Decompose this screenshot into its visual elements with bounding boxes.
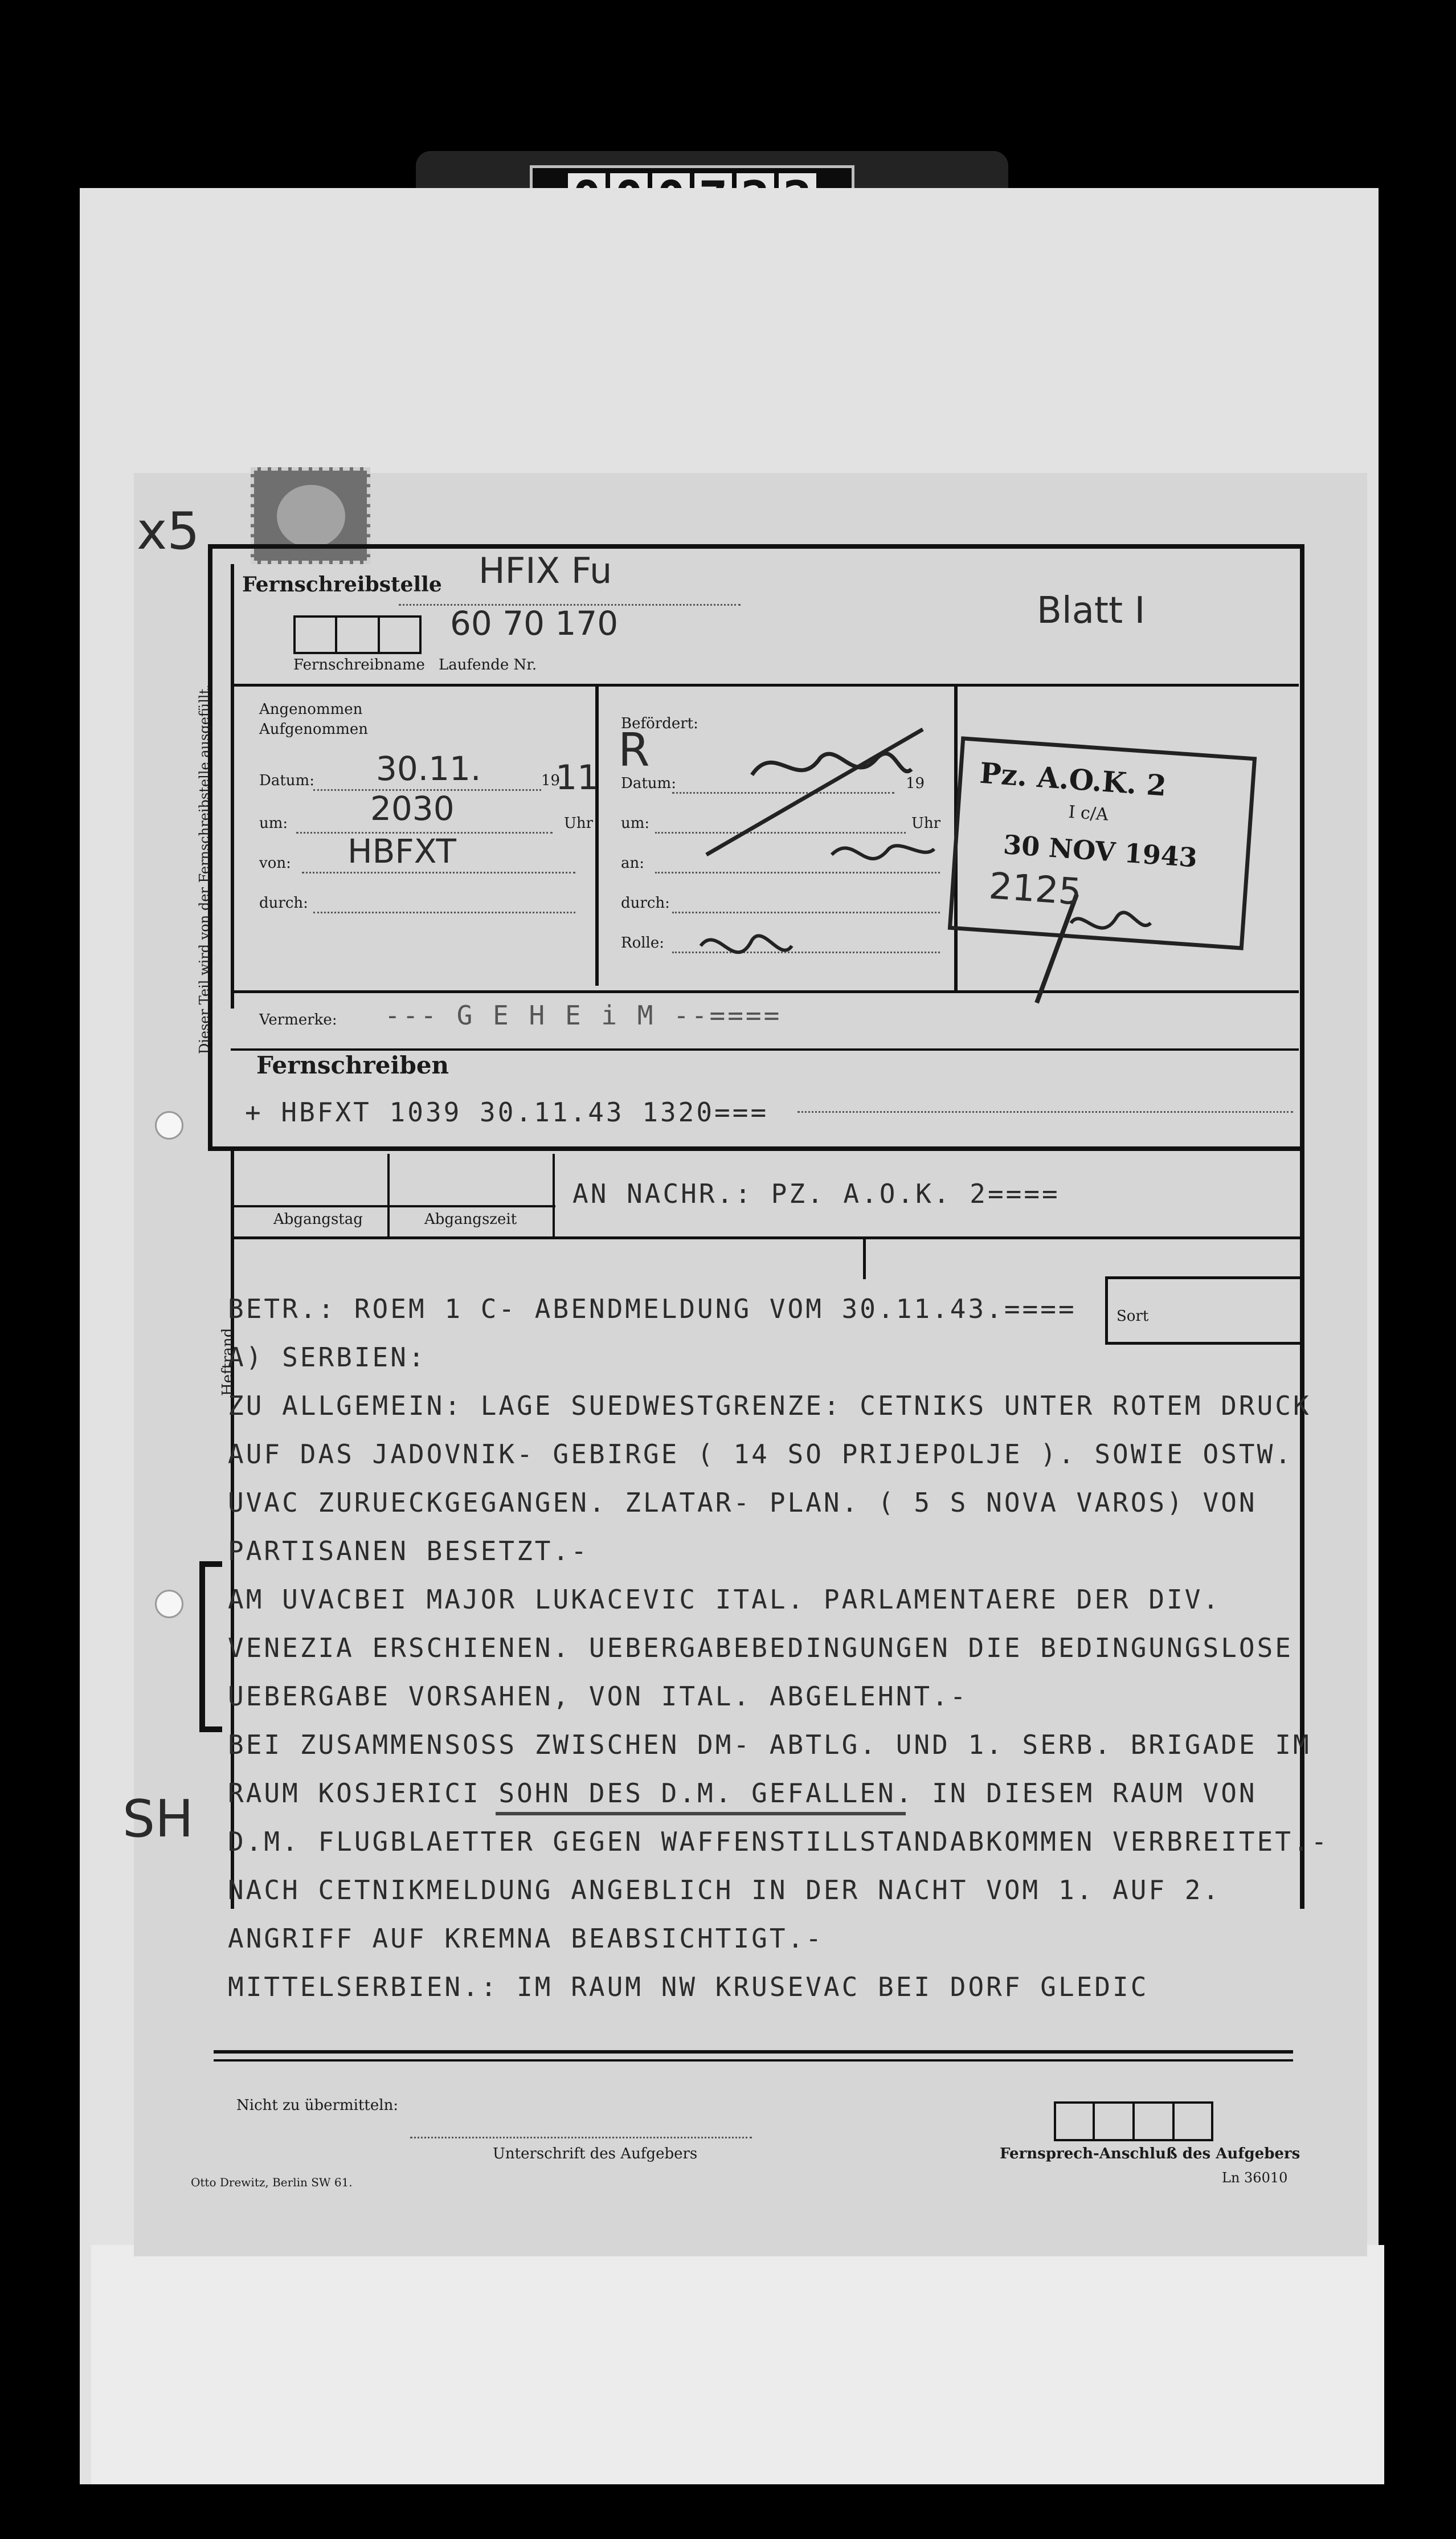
punch-hole [155,1111,183,1140]
body-line: RAUM KOSJERICI SOHN DES D.M. GEFALLEN. IN DIESEM RAUM VON [228,1778,1257,1809]
frame-bottom-upper [208,1146,1304,1151]
margin-bracket [199,1561,205,1732]
body-line: BETR.: ROEM 1 C- ABENDMELDUNG VOM 30.11.43.==== [228,1293,1077,1324]
body-line: ANGRIFF AUF KREMNA BEABSICHTIGT.- [228,1923,824,1954]
abgang-bottom [231,1236,1302,1239]
box-divider [378,615,380,654]
nicht-label: Nicht zu übermitteln: [236,2097,399,2114]
year-prefix: 19 [541,772,561,789]
body-line: ZU ALLGEMEIN: LAGE SUEDWESTGRENZE: CETNIKS UNTER ROTEM DRUCK [228,1390,1311,1421]
arrival-stamp [948,736,1257,950]
um-label-2: um: [621,815,650,832]
column-divider [595,684,599,986]
abgangszeit-label: Abgangszeit [424,1211,517,1228]
body-line: VENEZIA ERSCHIENEN. UEBERGABEBEDINGUNGEN DIE BEDINGUNGSLOSE [228,1632,1293,1663]
vermerke-text: --- G E H E i M --==== [385,1000,782,1031]
year-prefix-2: 19 [906,775,925,792]
frame-right [1300,544,1304,1909]
durch-label: durch: [259,895,308,912]
box-divider [335,615,337,654]
body-line: NACH CETNIKMELDUNG ANGEBLICH IN DER NACHT VOM 1. AUF 2. [228,1875,1221,1905]
header-divider [231,684,1299,687]
durch-label-2: durch: [621,895,670,912]
center-tick [863,1239,866,1279]
printer-imprint: Otto Drewitz, Berlin SW 61. [191,2175,353,2189]
sort-label: Sort [1116,1308,1149,1325]
stamp-line: Pz. A.O.K. 2 [979,756,1168,803]
angenommen-label: Angenommen [259,701,363,718]
dotted-line [797,1111,1293,1113]
fernschreibname-label: Fernschreibname [293,656,425,673]
year-handwritten: 11 [555,758,599,798]
box-divider [1132,2101,1135,2141]
dotted-line [302,872,575,873]
body-line: BEI ZUSAMMENSOSS ZWISCHEN DM- ABTLG. UND 1. SERB. BRIGADE IM [228,1729,1311,1760]
frame-top [208,544,1304,549]
stamp-line: 30 NOV 1943 [1002,828,1199,873]
fernschreiben-top [231,1048,1299,1051]
body-line: A) SERBIEN: [228,1342,427,1373]
datum-label: Datum: [259,772,314,789]
signature-line [410,2137,752,2138]
uhr-label: Uhr [564,815,594,832]
fernschreiben-label: Fernschreiben [256,1051,449,1079]
an-label: an: [621,855,645,872]
body-line: UEBERGABE VORSAHEN, VON ITAL. ABGELEHNT.- [228,1681,968,1712]
body-line: AUF DAS JADOVNIK- GEBIRGE ( 14 SO PRIJEPOLJE ). SOWIE OSTW. [228,1439,1293,1469]
box-divider [1172,2101,1175,2141]
datum-label-2: Datum: [621,775,676,792]
telex-header: + HBFXT 1039 30.11.43 1320=== [245,1097,769,1128]
received-time: 2030 [370,789,455,828]
unterschrift-label: Unterschrift des Aufgebers [493,2145,698,2162]
fernsprech-label: Fernsprech-Anschluß des Aufgebers [1000,2145,1300,2162]
received-from: HBFXT [347,832,456,871]
abgang-divider [387,1154,390,1236]
sheet-number: Blatt I [1037,590,1146,632]
stamp-line: 2125 [987,865,1083,914]
inner-left-line [231,564,234,1009]
underline-mark [496,1812,906,1815]
heftrand-label: Heftrand [219,1328,236,1396]
punch-hole [155,1590,183,1618]
abgangstag-label: Abgangstag [273,1211,363,1228]
abgang-divider [553,1154,555,1236]
befoerdert-label: Befördert: [621,715,698,732]
bottom-rule-2 [214,2059,1293,2062]
body-line: D.M. FLUGBLAETTER GEGEN WAFFENSTILLSTANDABKOMMEN VERBREITET.- [228,1826,1330,1857]
side-note: Dieser Teil wird von der Fernschreibstelle ausgefüllt. [197,684,212,1054]
margin-mark: SH [122,1789,194,1849]
margin-bracket-bottom [199,1726,222,1732]
margin-mark: x5 [137,501,200,561]
sort-line-bottom [1105,1342,1302,1345]
body-line: AM UVACBEI MAJOR LUKACEVIC ITAL. PARLAMENTAERE DER DIV. [228,1584,1221,1615]
abgang-line [234,1205,555,1207]
body-line: UVAC ZURUECKGEGANGEN. ZLATAR- PLAN. ( 5 S NOVA VAROS) VON [228,1487,1257,1518]
uhr-label-2: Uhr [911,815,941,832]
um-label: um: [259,815,288,832]
fernschreibname-boxes [293,615,422,654]
backing-sheet-bottom [91,2245,1384,2484]
vermerke-label: Vermerke: [259,1011,337,1028]
sort-line [1105,1276,1302,1279]
von-label: von: [259,855,291,872]
stamp-line: I c/A [1068,802,1109,825]
body-line: MITTELSERBIEN.: IM RAUM NW KRUSEVAC BEI DORF GLEDIC [228,1971,1149,2002]
station-code: HFIX Fu [478,550,612,591]
aufgenommen-label: Aufgenommen [259,721,369,738]
dotted-line [313,912,575,913]
befoerdert-mark: R [618,724,650,777]
addressee: AN NACHR.: PZ. A.O.K. 2==== [572,1178,1060,1209]
margin-bracket-top [199,1561,222,1567]
rolle-label: Rolle: [621,934,665,952]
revenue-stamp [251,467,370,564]
box-divider [1093,2101,1095,2141]
running-number: 60 70 170 [450,604,619,643]
laufende-nr-label: Laufende Nr. [439,656,537,673]
header-title: Fernschreibstelle [242,573,442,597]
sort-line-left [1105,1276,1108,1345]
form-number: Ln 36010 [1222,2170,1288,2186]
body-line: PARTISANEN BESETZT.- [228,1536,589,1566]
received-date: 30.11. [376,749,481,788]
bottom-rule [214,2050,1293,2054]
